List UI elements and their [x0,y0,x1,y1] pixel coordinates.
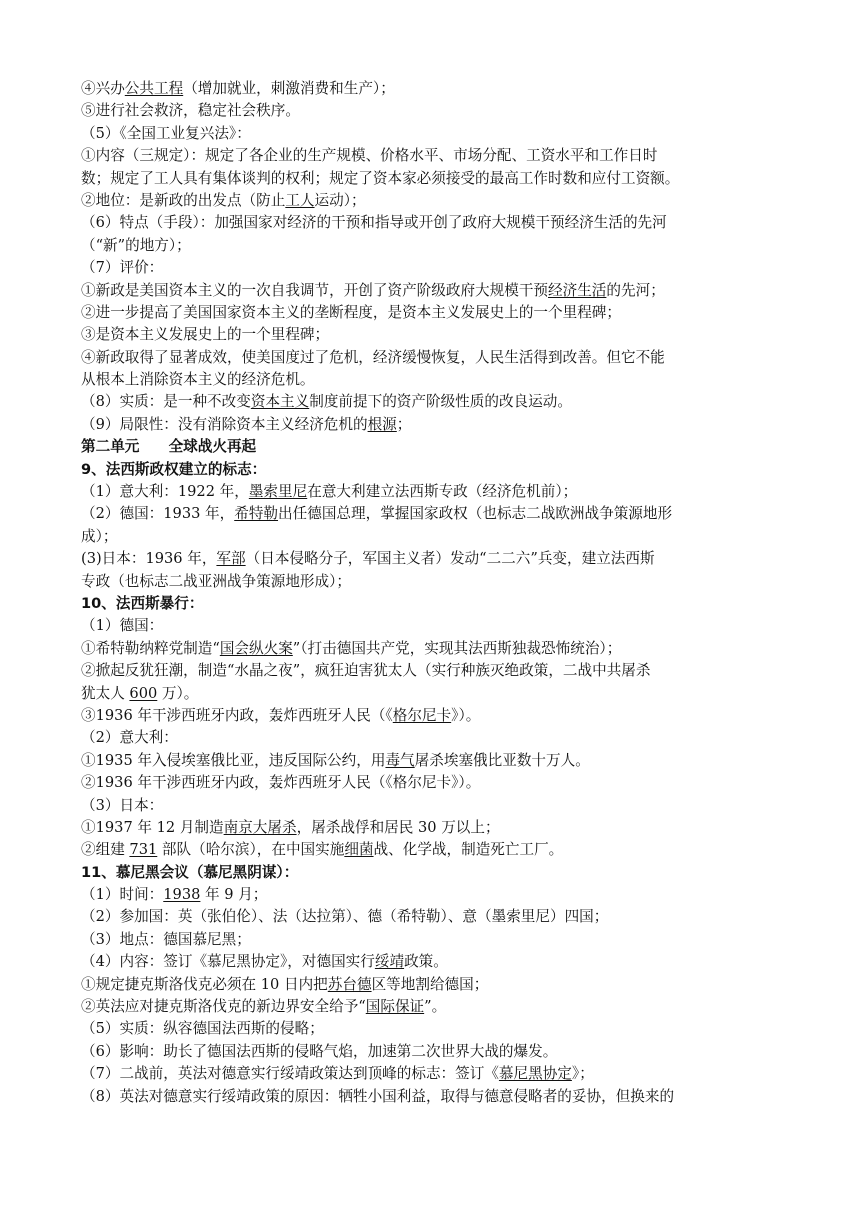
text-segment: ②进一步提高了美国国家资本主义的垄断程度，是资本主义发展史上的一个里程碑； [81,303,621,321]
text-segment: ①新政是美国资本主义的一次自我调节，开创了资产阶级政府大规模干预 [81,281,549,299]
text-segment: 的先河； [606,281,665,299]
text-segment: ②组建 [81,841,130,859]
text-line [81,839,781,861]
document-page [81,78,781,1108]
text-segment: （5）实质：纵容德国法西斯的侵略； [81,1020,324,1038]
text-segment: 专政（也标志二战亚洲战争策源地形成）； [81,572,351,590]
underlined-term: 公共工程 [124,80,184,97]
text-segment: （增加就业，刺激消费和生产）； [183,80,395,97]
text-segment: （日本侵略分子，军国主义者）发动“二二六”兵变，建立法西斯 [245,550,655,568]
text-line [81,727,781,749]
text-segment: ④兴办 [81,80,125,97]
underlined-term: 根源 [367,415,397,433]
text-segment: 战、化学战，制造死亡工厂。 [373,841,564,859]
text-segment: ②地位：是新政的出发点（防止 [81,191,286,209]
text-segment: 部队（哈尔滨），在中国实施 [157,841,345,859]
text-line [81,817,781,839]
text-segment: 万）。 [157,684,199,702]
section-heading [81,593,781,615]
text-segment: ②掀起反犹狂潮，制造“水晶之夜”，疯狂迫害犹太人（实行种族灭绝政策，二战中共屠杀 [81,662,651,680]
text-line [81,123,781,145]
text-line [81,212,781,234]
text-segment: ①希特勒纳粹党制造“ [81,639,220,657]
text-line [81,1041,781,1063]
text-segment: 第二单元 全球战火再起 [81,438,257,456]
underlined-term: 经济生活 [548,281,607,299]
text-segment: （8）英法对德意实行绥靖政策的原因：牺牲小国利益，取得与德意侵略者的妥协，但换来的 [81,1087,675,1105]
text-segment: （4）内容：签订《慕尼黑协定》，对德国实行 [81,953,375,971]
text-segment: （1）德国： [81,617,164,635]
text-segment: (3)日本：1936 年， [81,550,217,568]
text-segment: （2）参加国：英（张伯伦）、法（达拉第）、德（希特勒）、意（墨索里尼）四国； [81,908,609,926]
text-line [81,638,781,660]
text-line [81,1086,781,1108]
text-segment: （6）影响：助长了德国法西斯的侵略气焰，加速第二次世界大战的爆发。 [81,1042,558,1060]
text-segment: 》）。 [451,706,481,724]
text-line [81,280,781,302]
text-segment: 9、法西斯政权建立的标志： [81,460,267,478]
text-segment: （9）局限性：没有消除资本主义经济危机的 [81,415,368,433]
text-line [81,548,781,570]
text-segment: （3）日本： [81,796,164,814]
section-heading [81,862,781,884]
text-line [81,369,781,391]
text-line [81,615,781,637]
text-segment: （5）《全国工业复兴法》： [81,124,251,142]
text-line [81,168,781,190]
underlined-term: 资本主义 [250,393,310,411]
text-segment: 制度前提下的资产阶级性质的改良运动。 [309,393,572,411]
text-segment: （2）德国：1933 年， [81,505,235,523]
underlined-term: 南京大屠杀 [223,818,297,836]
text-line [81,683,781,705]
text-line [81,302,781,324]
text-line [81,884,781,906]
text-segment: ③是资本主义发展史上的一个里程碑； [81,326,330,344]
text-segment: ⑤进行社会救济，稳定社会秩序。 [81,102,300,120]
text-segment: （7）评价： [81,259,164,277]
text-segment: ①内容（三规定）：规定了各企业的生产规模、价格水平、市场分配、工资水平和工作日时 [81,147,658,165]
text-segment: 10、法西斯暴行： [81,594,204,612]
text-segment: ①规定捷克斯洛伐克必须在 10 日内把 [81,975,328,993]
underlined-term: 国会纵火案 [219,639,293,657]
text-line [81,996,781,1018]
underlined-term: 慕尼黑协定 [498,1065,572,1083]
text-segment: 区等地割给德国； [371,975,489,993]
text-line [81,705,781,727]
text-segment: 从根本上消除资本主义的经济危机。 [81,371,315,389]
text-segment: 出任德国总理，掌握国家政权（也标志二战欧洲战争策源地形 [278,505,673,523]
underlined-term: 细菌 [344,841,374,859]
text-line [81,906,781,928]
text-segment: （6）特点（手段）：加强国家对经济的干预和指导或开创了政府大规模干预经济生活的先河 [81,214,667,232]
text-segment: 成）； [81,527,118,545]
text-line [81,974,781,996]
text-segment: 犹太人 [81,684,130,702]
underlined-term: 希特勒 [234,505,279,523]
text-segment: ； [396,415,412,433]
text-segment: 屠杀埃塞俄比亚数十万人。 [414,751,590,769]
underlined-term: 国际保证 [365,998,425,1016]
text-line [81,750,781,772]
text-line [81,235,781,257]
text-line [81,951,781,973]
text-segment: 》； [571,1065,594,1083]
text-line [81,347,781,369]
text-segment: ”（打击德国共产党，实现其法西斯独裁恐怖统治）； [292,639,622,657]
text-segment: （“新”的地方）； [81,236,191,254]
text-line [81,795,781,817]
text-segment: ，屠杀战俘和居民 30 万以上； [296,818,500,836]
text-line [81,660,781,682]
text-line [81,414,781,436]
text-segment: 运动）； [314,191,366,209]
text-segment: （8）实质：是一种不改变 [81,393,251,411]
text-segment: （2）意大利： [81,729,178,747]
text-segment: ①1935 年入侵埃塞俄比亚，违反国际公约，用 [81,751,386,769]
text-segment: ②英法应对捷克斯洛伐克的新边界安全给予“ [81,998,366,1016]
underlined-term: 墨索里尼 [248,483,308,501]
section-heading [81,436,781,458]
underlined-term: 731 [129,841,158,859]
text-line [81,503,781,525]
text-segment: ③1936 年干涉西班牙内政，轰炸西班牙人民（《 [81,706,393,724]
text-segment: 在意大利建立法西斯专政（经济危机前）； [307,483,578,501]
text-line [81,257,781,279]
underlined-term: 600 [129,684,158,702]
text-segment: ②1936 年干涉西班牙内政，轰炸西班牙人民（《格尔尼卡》）。 [81,774,481,792]
text-line [81,481,781,503]
text-segment: （7）二战前，英法对德意实行绥靖政策达到顶峰的标志：签订《 [81,1065,499,1083]
section-heading [81,459,781,481]
underlined-term: 军部 [216,550,246,568]
text-line [81,391,781,413]
text-segment: 数；规定了工人具有集体谈判的权利；规定了资本家必须接受的最高工作时数和应付工资额。 [81,169,680,187]
text-line [81,78,781,100]
text-line [81,1018,781,1040]
text-segment: ”。 [424,998,447,1016]
underlined-term: 苏台德 [327,975,372,993]
text-line [81,324,781,346]
underlined-term: 绥靖 [374,953,405,971]
text-segment: 11、慕尼黑会议（慕尼黑阴谋）： [81,863,299,881]
text-segment: ④新政取得了显著成效，使美国度过了危机，经济缓慢恢复，人民生活得到改善。但它不能 [81,348,665,366]
text-line [81,929,781,951]
text-line [81,772,781,794]
text-segment: 年 9 月； [200,886,268,904]
text-line [81,526,781,548]
text-segment: ①1937 年 12 月制造 [81,818,224,836]
text-segment: （1）意大利：1922 年， [81,483,249,501]
text-segment: 政策。 [404,953,448,971]
text-line [81,571,781,593]
underlined-term: 毒气 [385,751,415,769]
text-line [81,190,781,212]
underlined-term: 工人 [285,191,315,209]
text-line [81,1063,781,1085]
text-line [81,145,781,167]
text-line [81,100,781,122]
underlined-term: 格尔尼卡 [392,706,452,724]
underlined-term: 1938 [163,886,201,904]
text-segment: （3）地点：德国慕尼黑； [81,930,251,948]
text-segment: （1）时间： [81,886,164,904]
